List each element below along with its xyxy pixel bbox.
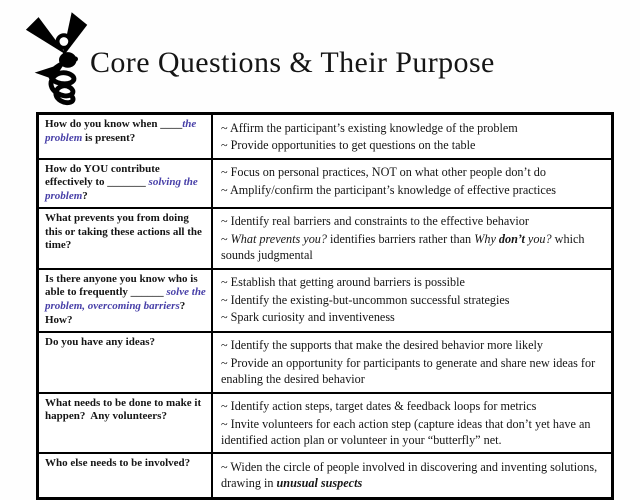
text-run: What prevents you from doing this or taking these actions all the time? — [45, 211, 202, 252]
text-run: Why — [474, 232, 499, 247]
text-run: the problem — [45, 118, 197, 144]
purpose-cell — [213, 270, 611, 331]
text-run: solving the problem — [45, 176, 198, 203]
question-cell — [39, 270, 213, 331]
table-row — [39, 158, 611, 207]
text-run: ~ Widen the circle of people involved in discovering and inventing solutions, drawing in — [221, 459, 598, 490]
question-cell — [39, 454, 213, 497]
purpose-line — [221, 416, 605, 448]
purpose-line — [221, 120, 605, 136]
purpose-cell — [213, 333, 611, 392]
purpose-line — [221, 231, 605, 263]
table-row — [39, 392, 611, 453]
purpose-cell — [213, 160, 611, 207]
text-run: ? How? — [45, 300, 186, 326]
table-row — [39, 331, 611, 392]
purpose-line — [221, 337, 605, 353]
text-run: ? — [82, 190, 88, 203]
purpose-cell — [213, 394, 611, 453]
purpose-line — [221, 213, 605, 229]
question-cell — [39, 160, 213, 207]
text-run: ~ Spark curiosity and inventiveness — [221, 310, 395, 325]
core-questions-table — [36, 112, 614, 500]
text-run: identifies barriers rather than — [327, 232, 475, 247]
text-run: ~ Affirm the participant’s existing knowledge of the problem — [221, 120, 518, 135]
question-cell — [39, 333, 213, 392]
text-run: ~ Provide opportunities to get questions on the table — [221, 138, 476, 153]
table-row — [39, 452, 611, 497]
table-row — [39, 115, 611, 158]
purpose-line — [221, 398, 605, 414]
text-run: ~ Focus on personal practices, NOT on what other people don’t do — [221, 165, 546, 180]
purpose-line — [221, 292, 605, 308]
text-run: Who else needs to be involved? — [45, 457, 191, 470]
text-run: ~ Establish that getting around barriers is possible — [221, 275, 465, 290]
purpose-line — [221, 137, 605, 153]
question-cell — [39, 115, 213, 158]
text-run: ~ Identify the supports that make the desired behavior more likely — [221, 338, 544, 353]
purpose-line — [221, 164, 605, 180]
purpose-cell — [213, 209, 611, 268]
text-run: How do you know when ____ — [45, 118, 183, 130]
purpose-line — [221, 274, 605, 290]
text-run: ~ Amplify/confirm the participant’s knowledge of effective practices — [221, 182, 556, 197]
text-run: ~ Invite volunteers for each action step (capture ideas that don’t yet have an identified action plan or volunteer in your “butterfly” net. — [221, 416, 591, 447]
text-run: Do you have any ideas? — [45, 335, 156, 348]
text-run: How do YOU contribute effectively to _______ — [45, 162, 160, 189]
page-title: Core Questions & Their Purpose — [90, 46, 495, 79]
text-run: solve the problem, overcoming barriers — [45, 286, 206, 313]
purpose-cell — [213, 115, 611, 158]
purpose-line — [221, 459, 605, 491]
purpose-line — [221, 309, 605, 325]
text-run: ~ Identify action steps, target dates & feedback loops for metrics — [221, 399, 537, 413]
table-row — [39, 268, 611, 331]
text-run: don’t — [498, 232, 525, 247]
table-row — [39, 207, 611, 268]
text-run: ~ Provide an opportunity for participants to generate and share new ideas for enabling the desired behavior — [221, 355, 596, 386]
text-run: ~ Identify the existing-but-uncommon successful strategies — [221, 292, 510, 307]
text-run: is present? — [82, 131, 136, 144]
question-cell — [39, 209, 213, 268]
purpose-line — [221, 355, 605, 387]
text-run: which sounds judgmental — [221, 232, 585, 263]
text-run: What prevents you? — [230, 232, 327, 247]
text-run: ~ — [221, 232, 231, 247]
question-cell — [39, 394, 213, 453]
purpose-cell — [213, 454, 611, 497]
text-run: unusual suspects — [276, 475, 363, 490]
text-run: Is there anyone you know who is able to frequently ______ — [45, 272, 198, 299]
text-run: What needs to be done to make it happen? Any volunteers? — [45, 396, 202, 423]
text-run: you? — [524, 232, 552, 247]
text-run: ~ Identify real barriers and constraints to the effective behavior — [221, 214, 529, 229]
dancing-figure-spiral-icon — [22, 10, 96, 108]
purpose-line — [221, 182, 605, 198]
